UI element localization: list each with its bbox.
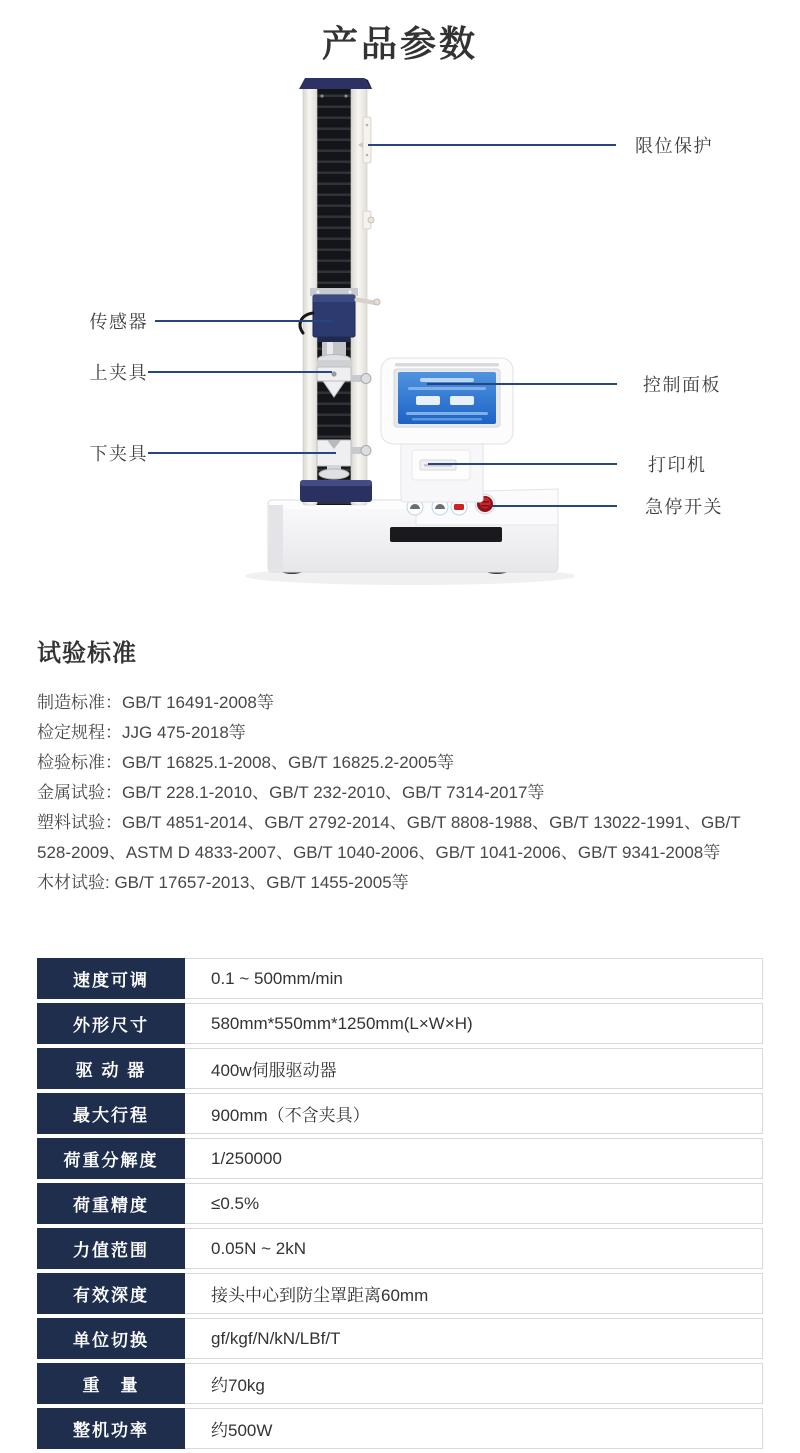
spec-label: 荷重分解度 (37, 1138, 185, 1179)
table-row (37, 1318, 763, 1359)
spec-label: 重 量 (37, 1363, 185, 1404)
spec-label: 单位切换 (37, 1318, 185, 1359)
callout-label-printer: 打印机 (648, 455, 707, 475)
standards-heading: 试验标准 (37, 640, 137, 667)
page-title: 产品参数 (321, 23, 478, 64)
callout-label-limit-protection: 限位保护 (635, 136, 713, 156)
table-row (37, 1048, 763, 1089)
spec-value: 0.05N ~ 2kN (185, 1228, 763, 1269)
table-row (37, 958, 763, 999)
printer-unit (401, 440, 483, 502)
callout-label-upper-clamp: 上夹具 (89, 363, 148, 383)
control-panel (381, 358, 513, 444)
callout-line-sensor (155, 320, 332, 322)
spec-value: gf/kgf/N/kN/LBf/T (185, 1318, 763, 1359)
table-row (37, 1183, 763, 1224)
callout-line-limit-protection (368, 144, 616, 146)
callout-label-lower-clamp: 下夹具 (89, 444, 148, 464)
spec-value: 接头中心到防尘罩距离60mm (185, 1273, 763, 1314)
table-row (37, 1003, 763, 1044)
specs-table (37, 958, 763, 1453)
spec-label: 最大行程 (37, 1093, 185, 1134)
spec-label: 驱 动 器 (37, 1048, 185, 1089)
spec-value: 0.1 ~ 500mm/min (185, 958, 763, 999)
spec-label: 整机功率 (37, 1408, 185, 1449)
standards-section (37, 633, 765, 898)
spec-label: 力值范围 (37, 1228, 185, 1269)
callout-line-printer (428, 463, 617, 465)
callout-line-lower-clamp (148, 452, 336, 454)
spec-value: 1/250000 (185, 1138, 763, 1179)
spec-label: 荷重精度 (37, 1183, 185, 1224)
callout-line-control-panel (427, 383, 617, 385)
standard-line-manufacture: 制造标准：GB/T 16491-2008等 (37, 693, 274, 712)
standard-line-verification: 检定规程：JJG 475-2018等 (37, 723, 246, 742)
standard-line-plastic: 塑料试验：GB/T 4851-2014、GB/T 2792-2014、GB/T 8808-1988、GB/T 13022-1991、GB/T 528-2009、ASTM D 4833-2007、GB/T 1040-2006、GB/T 1041-2006、GB/T 9341-2008等 (37, 813, 741, 862)
standard-line-metal: 金属试验：GB/T 228.1-2010、GB/T 232-2010、GB/T 7314-2017等 (37, 783, 545, 802)
callout-label-sensor: 传感器 (89, 312, 148, 332)
table-row (37, 1138, 763, 1179)
table-row (37, 1228, 763, 1269)
table-row (37, 1363, 763, 1404)
spec-value: 约500W (185, 1408, 763, 1449)
callout-label-emergency-stop: 急停开关 (645, 497, 723, 517)
spec-label: 外形尺寸 (37, 1003, 185, 1044)
spec-label: 速度可调 (37, 958, 185, 999)
callout-label-control-panel: 控制面板 (643, 375, 721, 395)
spec-label: 有效深度 (37, 1273, 185, 1314)
spec-value: 580mm*550mm*1250mm(L×W×H) (185, 1003, 763, 1044)
product-figure (0, 75, 800, 615)
table-row (37, 1408, 763, 1449)
callout-line-emergency-stop (492, 505, 617, 507)
standard-line-wood: 木材试验: GB/T 17657-2013、GB/T 1455-2005等 (37, 873, 409, 892)
table-row (37, 1093, 763, 1134)
spec-value: 900mm（不含夹具） (185, 1093, 763, 1134)
spec-value: 约70kg (185, 1363, 763, 1404)
table-row (37, 1273, 763, 1314)
spec-value: ≤0.5% (185, 1183, 763, 1224)
callout-line-upper-clamp (148, 371, 332, 373)
spec-value: 400w伺服驱动器 (185, 1048, 763, 1089)
standard-line-inspection: 检验标准：GB/T 16825.1-2008、GB/T 16825.2-2005等 (37, 753, 455, 772)
